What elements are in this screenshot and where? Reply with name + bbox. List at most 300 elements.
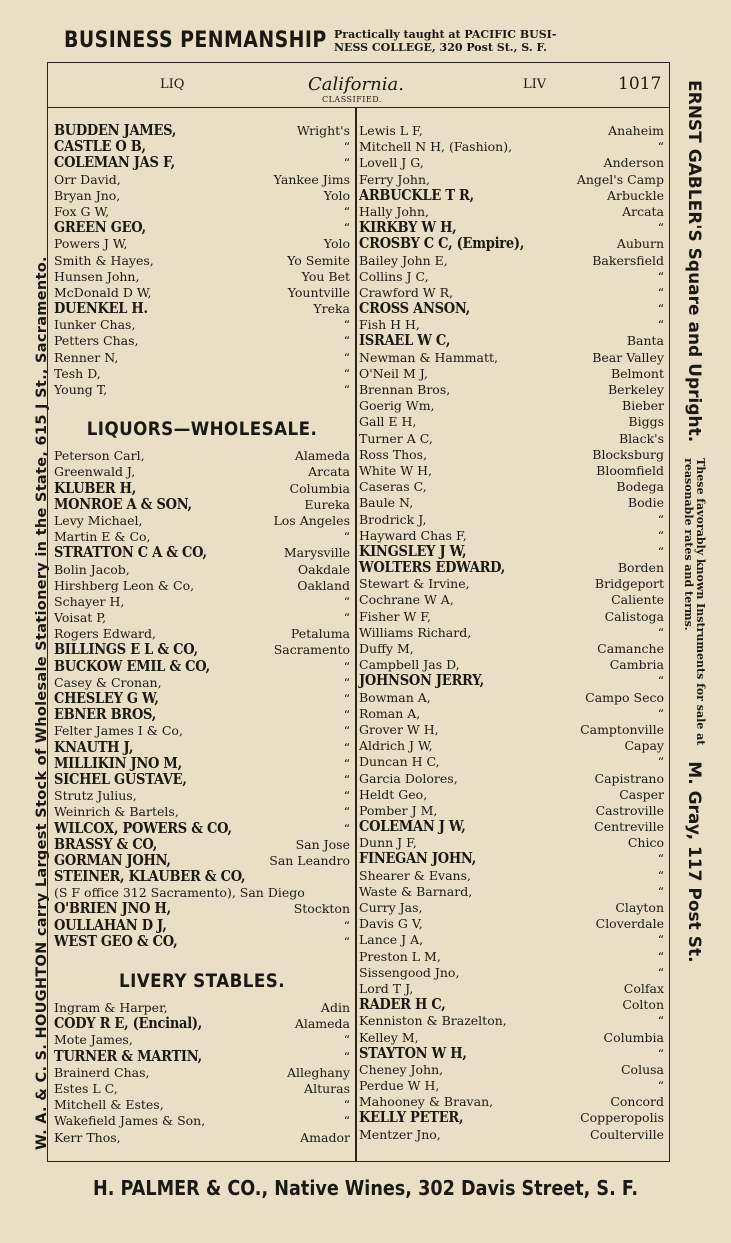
listing-town: “ (343, 674, 350, 690)
listing-town: Camptonville (580, 721, 664, 737)
listing-row (359, 803, 664, 819)
listing-name: BRASSY & CO, (54, 835, 158, 853)
right-ad-small-line-2: reasonable rates and terms. (682, 458, 695, 631)
listing-row (359, 236, 664, 252)
listing-name: Kelley M, (359, 1029, 419, 1045)
listing-name: O'BRIEN JNO H, (54, 900, 171, 918)
listing-name: TURNER & MARTIN, (54, 1047, 202, 1065)
listing-row (359, 317, 664, 333)
listing-town: Bodie (627, 495, 664, 511)
listing-name: Cheney John, (359, 1061, 444, 1077)
listing-name: CASTLE O B, (54, 138, 146, 156)
column-divider (355, 107, 357, 1161)
listing-name: Mentzer Jno, (359, 1126, 441, 1142)
listing-town: Colusa (620, 1061, 664, 1077)
listing-name: Sissengood Jno, (359, 964, 460, 980)
listing-name: Brainerd Chas, (54, 1064, 150, 1080)
listing-row (359, 609, 664, 625)
listing-name: Lovell J G, (359, 155, 424, 171)
listing-town: “ (657, 1013, 664, 1029)
listing-name: BILLINGS E L & CO, (54, 641, 198, 659)
listing-row (359, 1094, 664, 1110)
listing-town: Capay (624, 738, 664, 754)
listing-row (359, 1110, 664, 1126)
listing-town: “ (343, 691, 350, 706)
listing-name: Hally John, (359, 203, 429, 219)
listing-town: “ (343, 658, 350, 674)
listing-name: Felter James I & Co, (54, 723, 183, 739)
listing-town: San Leandro (269, 852, 350, 868)
listing-town: “ (657, 851, 664, 867)
listing-name: Young T, (54, 382, 108, 397)
listing-name: KINGSLEY J W, (359, 542, 467, 560)
listing-town: “ (343, 203, 350, 219)
listing-name: Kerr Thos, (54, 1129, 121, 1145)
listing-name: CROSBY C C, (Empire), (359, 235, 525, 253)
listing-row (54, 1065, 350, 1081)
listing-town: Yo Semite (287, 252, 350, 268)
listing-row (54, 691, 350, 707)
listing-town: “ (343, 707, 350, 723)
header-left-guide: LIQ (160, 77, 185, 92)
listing-town: Coulterville (590, 1126, 664, 1142)
listing-name: Estes L C, (54, 1080, 118, 1096)
listing-row (54, 934, 350, 950)
listing-row (359, 1078, 664, 1094)
listing-row (54, 220, 350, 236)
listing-name: FINEGAN JOHN, (359, 850, 476, 868)
listing-name: Smith & Hayes, (54, 252, 154, 268)
listing-name: Renner N, (54, 349, 119, 365)
listing-row (359, 414, 664, 430)
listing-town: “ (657, 284, 664, 300)
page-number: 1017 (618, 74, 662, 94)
listing-name: Davis G V, (359, 916, 423, 932)
listing-row (359, 382, 664, 398)
listing-town: Alturas (304, 1080, 350, 1096)
listing-row (54, 269, 350, 285)
listing-row (54, 578, 350, 594)
listing-town: “ (657, 932, 664, 948)
listing-row (359, 1030, 664, 1046)
listing-town: Auburn (616, 236, 664, 252)
listing-name: STRATTON C A & CO, (54, 544, 207, 562)
listing-name: McDonald D W, (54, 284, 152, 300)
listing-name: KIRKBY W H, (359, 219, 457, 237)
listing-name: Cochrane W A, (359, 592, 454, 608)
listing-town: Columbia (603, 1029, 664, 1045)
listing-name: Bowman A, (359, 689, 431, 705)
listing-name: GORMAN JOHN, (54, 851, 171, 869)
listing-name: O'Neil M J, (359, 365, 429, 381)
listing-town: “ (343, 739, 350, 755)
listing-name: Casey & Cronan, (54, 674, 162, 690)
listing-town: Bodega (616, 479, 664, 495)
listing-row (359, 495, 664, 511)
listing-row (54, 594, 350, 610)
listing-row (359, 641, 664, 657)
listing-row (359, 269, 664, 285)
listing-row (54, 562, 350, 578)
listing-row (359, 220, 664, 236)
listing-town: Yolo (323, 236, 350, 252)
listing-name: Bailey John E, (359, 252, 448, 268)
listing-town: Capistrano (594, 770, 664, 786)
listing-town: Borden (617, 560, 664, 576)
listing-row (54, 236, 350, 252)
listing-row (359, 512, 664, 528)
listing-row (359, 560, 664, 576)
listing-name: BUDDEN JAMES, (54, 122, 177, 139)
listing-town: “ (343, 1097, 350, 1113)
listing-row (54, 382, 350, 398)
listing-town: “ (657, 268, 664, 284)
listing-name: Hunsen John, (54, 268, 140, 284)
listing-name: Strutz Julius, (54, 788, 137, 804)
listing-name: ISRAEL W C, (359, 332, 451, 350)
listing-row (54, 366, 350, 382)
listing-town: Yankee Jims (273, 171, 350, 187)
listing-name: WOLTERS EDWARD, (359, 559, 506, 577)
listing-town: Eureka (304, 496, 350, 512)
listing-row (359, 204, 664, 220)
listing-row (359, 285, 664, 301)
listing-name: COLEMAN J W, (359, 818, 466, 836)
listing-name: Hirshberg Leon & Co, (54, 577, 195, 593)
listing-town: Arcata (622, 203, 664, 219)
listing-town: Colton (622, 997, 664, 1013)
listing-name: Fisher W F, (359, 608, 432, 624)
listing-town: “ (343, 155, 350, 171)
listing-row (54, 707, 350, 723)
listing-row (359, 787, 664, 803)
listing-town: Sacramento (273, 642, 350, 658)
listing-town: Casper (619, 786, 664, 802)
listing-name: Crawford W R, (359, 284, 454, 300)
listing-row (54, 350, 350, 366)
listing-name: Levy Michael, (54, 512, 143, 528)
listing-name: BUCKOW EMIL & CO, (54, 657, 210, 675)
listing-row (359, 155, 664, 171)
listing-row (54, 513, 350, 529)
listing-name: Duncan H C, (359, 754, 440, 770)
listing-row (359, 253, 664, 269)
right-margin-advertisement (682, 80, 706, 963)
listing-town: Blocksburg (592, 446, 664, 462)
listing-row (54, 918, 350, 934)
listing-town: Angel's Camp (576, 171, 664, 187)
listing-row (359, 819, 664, 835)
listing-name: Baule N, (359, 495, 414, 511)
listing-row (359, 172, 664, 188)
listing-row (359, 965, 664, 981)
listing-name: Williams Richard, (359, 624, 472, 640)
listing-row (359, 868, 664, 884)
listing-name: Dunn J F, (359, 835, 417, 851)
listing-town: “ (657, 220, 664, 236)
listing-name: Orr David, (54, 171, 121, 187)
listing-row (54, 788, 350, 804)
listing-town: “ (657, 673, 664, 689)
listing-frame (47, 62, 670, 1162)
listing-town: “ (343, 723, 350, 739)
top-ad-line-1: Practically taught at PACIFIC BUSI- (334, 28, 557, 41)
listing-row (359, 463, 664, 479)
listing-name: Brennan Bros, (359, 382, 451, 397)
listing-name: Brodrick J, (359, 511, 427, 527)
listing-row (54, 204, 350, 220)
listing-town: Belmont (610, 365, 664, 381)
listing-town: “ (343, 788, 350, 804)
listing-town: Berkeley (608, 382, 664, 397)
listing-row (359, 706, 664, 722)
listing-row (359, 479, 664, 495)
page-header (48, 63, 669, 108)
listing-town: Yolo (323, 187, 350, 203)
listing-row (359, 900, 664, 916)
listing-name: Waste & Barnard, (359, 883, 473, 899)
listing-town: Arcata (308, 464, 350, 480)
listing-row (359, 690, 664, 706)
listing-town: “ (343, 317, 350, 333)
listing-town: Bakersfield (592, 252, 664, 268)
listing-row (54, 1097, 350, 1113)
listing-row (359, 949, 664, 965)
listing-town: Biggs (628, 414, 664, 430)
listing-row (359, 835, 664, 851)
listing-name: JOHNSON JERRY, (359, 672, 484, 690)
listing-row (54, 821, 350, 837)
listing-town: “ (657, 1078, 664, 1094)
listing-town: “ (343, 1032, 350, 1048)
listing-row (359, 1062, 664, 1078)
listing-row (359, 1013, 664, 1029)
listing-town: “ (343, 771, 350, 787)
listing-row (54, 756, 350, 772)
listing-town: “ (657, 527, 664, 543)
listing-row (359, 333, 664, 349)
listing-row (54, 642, 350, 658)
listing-name: Ingram & Harper, (54, 1000, 168, 1015)
listing-name: Pomber J M, (359, 802, 438, 818)
listing-row (54, 1016, 350, 1032)
listing-town: Alleghany (286, 1064, 350, 1080)
header-right-guide: LIV (523, 77, 547, 92)
listing-name: Weinrich & Bartels, (54, 804, 179, 820)
listing-town: Banta (626, 333, 664, 349)
listing-name: (S F office 312 Sacramento), San Diego (54, 885, 305, 901)
listing-name: Stewart & Irvine, (359, 576, 470, 592)
listing-row (54, 448, 350, 464)
listing-row (359, 447, 664, 463)
listing-town: “ (343, 804, 350, 820)
listing-town: Stockton (293, 901, 350, 917)
listing-town: “ (343, 333, 350, 349)
listing-town: “ (343, 365, 350, 381)
listing-town: “ (343, 1113, 350, 1129)
listing-name: DUENKEL H. (54, 300, 148, 318)
listing-town: Adin (320, 1000, 350, 1015)
listing-row (54, 772, 350, 788)
listing-row (54, 123, 350, 139)
section-heading: LIQUORS—WHOLESALE. (86, 418, 318, 441)
listing-row (359, 350, 664, 366)
listing-town: Anaheim (608, 123, 664, 138)
listing-name: KLUBER H, (54, 479, 136, 497)
listing-town: Los Angeles (273, 512, 350, 528)
listing-name: Shearer & Evans, (359, 867, 471, 883)
page-title: California. (308, 74, 404, 95)
right-ad-small-line-1: These favorably known Instruments for sale at (694, 458, 707, 746)
listing-name: RADER H C, (359, 996, 446, 1014)
listing-town: “ (657, 964, 664, 980)
listing-row (54, 1032, 350, 1048)
listing-row (54, 1000, 350, 1016)
listing-row (359, 1046, 664, 1062)
listing-row (359, 123, 664, 139)
listing-town: Concord (610, 1094, 664, 1110)
listing-row (359, 657, 664, 673)
listing-town: “ (343, 382, 350, 397)
listing-row (54, 188, 350, 204)
listing-town: “ (657, 139, 664, 155)
listing-town: “ (657, 543, 664, 559)
listing-name: Mitchell N H, (Fashion), (359, 139, 513, 155)
listing-town: “ (343, 610, 350, 626)
listing-row (359, 932, 664, 948)
listing-name: Collins J C, (359, 268, 429, 284)
listing-row (359, 1127, 664, 1143)
listing-town: “ (657, 317, 664, 333)
bottom-advertisement: H. PALMER & CO., Native Wines, 302 Davis Street, S. F. (92, 1176, 639, 1200)
listing-town: Centreville (594, 819, 664, 835)
section-heading: LIVERY STABLES. (118, 970, 286, 992)
listing-row (359, 576, 664, 592)
listing-row (359, 851, 664, 867)
listing-name: Bolin Jacob, (54, 561, 130, 577)
listing-town: “ (343, 755, 350, 771)
listing-row (54, 723, 350, 739)
listing-row (359, 528, 664, 544)
listing-town: Bieber (622, 398, 664, 414)
listing-row (359, 673, 664, 689)
listing-row (359, 301, 664, 317)
listing-row (54, 1049, 350, 1065)
listing-name: Preston L M, (359, 948, 441, 964)
listing-town: Black's (618, 430, 664, 446)
listing-row (54, 529, 350, 545)
right-ad-main: ERNST GABLER'S Square and Upright. (684, 80, 704, 443)
listing-name: Duffy M, (359, 641, 414, 656)
listing-name: ARBUCKLE T R, (359, 186, 474, 204)
right-column (359, 123, 664, 1143)
listing-name: Curry Jas, (359, 900, 423, 915)
listing-name: Lord T J, (359, 980, 414, 996)
listing-town: Wright's (296, 123, 350, 138)
listing-name: MILLIKIN JNO M, (54, 754, 182, 772)
listing-town: Caliente (611, 592, 664, 608)
listing-row (54, 139, 350, 155)
listing-name: Rogers Edward, (54, 626, 156, 642)
listing-row (54, 1081, 350, 1097)
listing-name: Mahooney & Bravan, (359, 1094, 494, 1110)
left-margin-advertisement: W. A. & C. S. HOUGHTON carry Largest Stock of Wholesale Stationery in the State, 615 J St., Sacramento. (34, 256, 50, 1150)
listing-row (359, 771, 664, 787)
listing-row (54, 253, 350, 269)
left-column (54, 123, 350, 1146)
listing-row (54, 869, 350, 885)
right-ad-end: M. Gray, 117 Post St. (684, 761, 704, 963)
listing-town: “ (343, 220, 350, 236)
listing-name: Lance J A, (359, 932, 424, 948)
listing-name: GREEN GEO, (54, 219, 146, 237)
listing-row (359, 738, 664, 754)
listing-name: Martin E & Co, (54, 529, 151, 545)
listing-name: MONROE A & SON, (54, 495, 192, 513)
listing-town: Yreka (313, 301, 350, 317)
listing-row (54, 497, 350, 513)
listing-name: Kenniston & Brazelton, (359, 1013, 507, 1029)
listing-name: CODY R E, (Encinal), (54, 1015, 203, 1033)
listing-town: Chico (627, 835, 664, 851)
listing-town: Bridgeport (594, 576, 664, 592)
listing-name: Turner A C, (359, 430, 433, 446)
listing-town: Petaluma (290, 626, 350, 642)
listing-row (359, 431, 664, 447)
listing-town: Columbia (289, 480, 350, 496)
right-ad-small-text (682, 458, 706, 745)
listing-town: Castroville (595, 802, 664, 818)
listing-town: Camanche (597, 641, 664, 656)
listing-name: KNAUTH J, (54, 738, 134, 756)
listing-row (54, 301, 350, 317)
listing-name: Garcia Dolores, (359, 770, 458, 786)
listing-name: Peterson Carl, (54, 448, 145, 464)
listing-town: Bloomfield (596, 462, 664, 478)
listing-town: “ (657, 754, 664, 770)
listing-name: CROSS ANSON, (359, 300, 470, 318)
listing-row (54, 626, 350, 642)
listing-name: Ross Thos, (359, 446, 428, 462)
listing-name: STAYTON W H, (359, 1044, 467, 1062)
listing-name: EBNER BROS, (54, 706, 157, 724)
listing-row (359, 188, 664, 204)
listing-name: CHESLEY G W, (54, 690, 159, 707)
listing-town: “ (343, 820, 350, 836)
listing-name: Mitchell & Estes, (54, 1097, 164, 1113)
listing-row (54, 545, 350, 561)
listing-town: “ (657, 948, 664, 964)
listing-row (54, 610, 350, 626)
listing-town: “ (657, 705, 664, 721)
listing-name: OULLAHAN D J, (54, 916, 167, 934)
listing-name: COLEMAN JAS F, (54, 154, 175, 172)
listing-name: Perdue W H, (359, 1078, 440, 1094)
listing-row (54, 317, 350, 333)
listing-name: Greenwald J, (54, 464, 136, 480)
listing-row (54, 1113, 350, 1129)
listing-town: “ (343, 917, 350, 933)
listing-row (54, 804, 350, 820)
listing-town: “ (657, 511, 664, 527)
listing-name: Caseras C, (359, 479, 427, 495)
listing-name: Goerig Wm, (359, 398, 435, 414)
listing-name: Petters Chas, (54, 333, 139, 349)
listing-row (54, 155, 350, 171)
listing-town: “ (343, 349, 350, 365)
listing-town: “ (343, 593, 350, 609)
listing-row (54, 659, 350, 675)
